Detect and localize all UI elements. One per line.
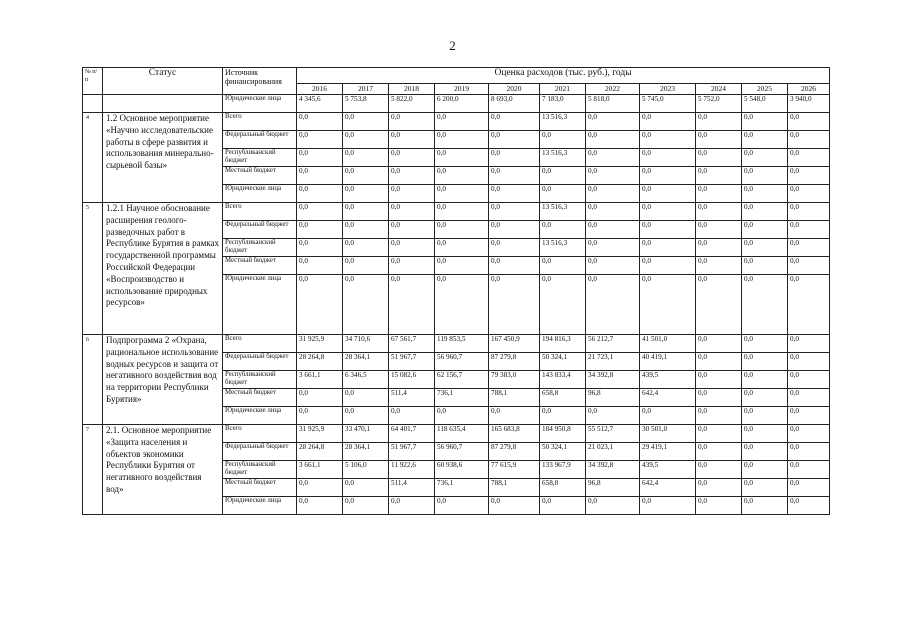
value-cell: 0,0 bbox=[788, 497, 830, 515]
value-cell: 0,0 bbox=[788, 425, 830, 443]
value-cell: 87 279,8 bbox=[489, 353, 540, 371]
row-number: 5 bbox=[83, 203, 103, 335]
value-cell: 62 156,7 bbox=[435, 371, 489, 389]
value-cell: 184 950,8 bbox=[540, 425, 586, 443]
source-cell: Юридические лица bbox=[223, 185, 297, 203]
source-cell: Местный бюджет bbox=[223, 389, 297, 407]
value-cell: 13 516,3 bbox=[540, 113, 586, 131]
value-cell: 0,0 bbox=[297, 131, 343, 149]
value-cell: 0,0 bbox=[696, 353, 742, 371]
value-cell: 0,0 bbox=[586, 167, 640, 185]
value-cell: 56 212,7 bbox=[586, 335, 640, 353]
value-cell: 143 833,4 bbox=[540, 371, 586, 389]
value-cell: 0,0 bbox=[343, 239, 389, 257]
value-cell: 0,0 bbox=[586, 257, 640, 275]
value-cell: 13 516,3 bbox=[540, 239, 586, 257]
value-cell: 67 561,7 bbox=[389, 335, 435, 353]
status-cell bbox=[103, 95, 223, 113]
value-cell: 0,0 bbox=[540, 407, 586, 425]
source-cell: Республиканский бюджет bbox=[223, 461, 297, 479]
table-row bbox=[83, 113, 830, 131]
value-cell: 0,0 bbox=[297, 407, 343, 425]
value-cell: 50 324,1 bbox=[540, 353, 586, 371]
value-cell: 40 419,1 bbox=[640, 353, 696, 371]
source-cell: Всего bbox=[223, 113, 297, 131]
value-cell: 0,0 bbox=[640, 275, 696, 335]
year-header: 2023 bbox=[640, 84, 696, 95]
value-cell: 0,0 bbox=[788, 479, 830, 497]
value-cell: 0,0 bbox=[586, 185, 640, 203]
value-cell: 0,0 bbox=[389, 203, 435, 221]
year-header: 2026 bbox=[788, 84, 830, 95]
value-cell: 165 683,8 bbox=[489, 425, 540, 443]
value-cell: 0,0 bbox=[343, 113, 389, 131]
source-cell: Республиканский бюджет bbox=[223, 371, 297, 389]
value-cell: 642,4 bbox=[640, 479, 696, 497]
value-cell: 0,0 bbox=[435, 257, 489, 275]
budget-table bbox=[82, 67, 830, 515]
value-cell: 0,0 bbox=[788, 389, 830, 407]
value-cell: 0,0 bbox=[640, 407, 696, 425]
value-cell: 13 516,3 bbox=[540, 203, 586, 221]
year-header: 2016 bbox=[297, 84, 343, 95]
value-cell: 79 383,0 bbox=[489, 371, 540, 389]
value-cell: 0,0 bbox=[540, 185, 586, 203]
value-cell: 0,0 bbox=[389, 257, 435, 275]
value-cell: 21 723,1 bbox=[586, 353, 640, 371]
year-header: 2024 bbox=[696, 84, 742, 95]
value-cell: 34 392,8 bbox=[586, 461, 640, 479]
carry-over-row bbox=[83, 95, 830, 113]
value-cell: 0,0 bbox=[742, 131, 788, 149]
value-cell: 0,0 bbox=[297, 113, 343, 131]
value-cell: 0,0 bbox=[343, 203, 389, 221]
source-cell: Юридические лица bbox=[223, 497, 297, 515]
value-cell: 0,0 bbox=[788, 185, 830, 203]
value-cell: 0,0 bbox=[640, 167, 696, 185]
status-cell: Подпрограмма 2 «Охрана, рациональное использование водных ресурсов и защита от негативного воздействия вод на территории Республики Бурятия» bbox=[103, 335, 223, 425]
value-cell: 0,0 bbox=[435, 239, 489, 257]
value-cell: 0,0 bbox=[788, 203, 830, 221]
value-cell: 0,0 bbox=[640, 131, 696, 149]
value-cell: 439,5 bbox=[640, 371, 696, 389]
value-cell: 0,0 bbox=[297, 257, 343, 275]
year-header: 2017 bbox=[343, 84, 389, 95]
value-cell: 0,0 bbox=[696, 275, 742, 335]
value-cell: 0,0 bbox=[389, 275, 435, 335]
value-cell: 0,0 bbox=[742, 167, 788, 185]
value-cell: 0,0 bbox=[297, 275, 343, 335]
value-cell: 0,0 bbox=[343, 389, 389, 407]
value-cell: 0,0 bbox=[696, 257, 742, 275]
value-cell: 642,4 bbox=[640, 389, 696, 407]
value-cell: 28 364,1 bbox=[343, 353, 389, 371]
source-cell: Местный бюджет bbox=[223, 479, 297, 497]
value-cell: 8 693,0 bbox=[489, 95, 540, 113]
year-header: 2025 bbox=[742, 84, 788, 95]
source-cell: Юридические лица bbox=[223, 275, 297, 335]
value-cell: 0,0 bbox=[696, 131, 742, 149]
source-cell: Федеральный бюджет bbox=[223, 131, 297, 149]
value-cell: 0,0 bbox=[788, 257, 830, 275]
row-number: 6 bbox=[83, 335, 103, 425]
value-cell: 0,0 bbox=[742, 497, 788, 515]
value-cell: 0,0 bbox=[586, 131, 640, 149]
value-cell: 0,0 bbox=[586, 203, 640, 221]
value-cell: 3 661,1 bbox=[297, 461, 343, 479]
header-no: № п/п bbox=[83, 68, 103, 95]
value-cell: 0,0 bbox=[788, 335, 830, 353]
value-cell: 736,1 bbox=[435, 389, 489, 407]
value-cell: 788,1 bbox=[489, 389, 540, 407]
value-cell: 0,0 bbox=[696, 167, 742, 185]
value-cell: 0,0 bbox=[696, 149, 742, 167]
value-cell: 0,0 bbox=[435, 221, 489, 239]
value-cell: 0,0 bbox=[489, 257, 540, 275]
value-cell: 0,0 bbox=[586, 407, 640, 425]
value-cell: 28 264,8 bbox=[297, 353, 343, 371]
value-cell: 0,0 bbox=[742, 257, 788, 275]
value-cell: 0,0 bbox=[640, 239, 696, 257]
table-row bbox=[83, 425, 830, 443]
value-cell: 0,0 bbox=[788, 353, 830, 371]
value-cell: 0,0 bbox=[297, 389, 343, 407]
value-cell: 194 816,3 bbox=[540, 335, 586, 353]
value-cell: 0,0 bbox=[435, 131, 489, 149]
value-cell: 77 615,9 bbox=[489, 461, 540, 479]
value-cell: 64 401,7 bbox=[389, 425, 435, 443]
value-cell: 0,0 bbox=[389, 407, 435, 425]
source-cell: Всего bbox=[223, 203, 297, 221]
header-source: Источник финансирования bbox=[223, 68, 297, 95]
row-number: 7 bbox=[83, 425, 103, 515]
value-cell: 5 745,0 bbox=[640, 95, 696, 113]
value-cell: 87 279,8 bbox=[489, 443, 540, 461]
value-cell: 0,0 bbox=[540, 131, 586, 149]
page-number: 2 bbox=[449, 38, 456, 53]
value-cell: 0,0 bbox=[297, 149, 343, 167]
value-cell: 0,0 bbox=[742, 113, 788, 131]
value-cell: 0,0 bbox=[489, 221, 540, 239]
value-cell: 0,0 bbox=[297, 185, 343, 203]
value-cell: 0,0 bbox=[640, 203, 696, 221]
value-cell: 0,0 bbox=[489, 275, 540, 335]
value-cell: 0,0 bbox=[640, 185, 696, 203]
value-cell: 0,0 bbox=[489, 149, 540, 167]
value-cell: 55 512,7 bbox=[586, 425, 640, 443]
value-cell: 0,0 bbox=[742, 461, 788, 479]
status-cell: 1.2 Основное мероприятие «Научно исследовательские работы в сфере развития и использования минерально-сырьевой базы» bbox=[103, 113, 223, 203]
value-cell: 0,0 bbox=[742, 335, 788, 353]
value-cell: 0,0 bbox=[696, 389, 742, 407]
table-row bbox=[83, 335, 830, 353]
value-cell: 0,0 bbox=[788, 239, 830, 257]
value-cell: 0,0 bbox=[489, 497, 540, 515]
value-cell: 0,0 bbox=[297, 203, 343, 221]
value-cell: 0,0 bbox=[540, 167, 586, 185]
value-cell: 3 661,1 bbox=[297, 371, 343, 389]
value-cell: 511,4 bbox=[389, 479, 435, 497]
value-cell: 0,0 bbox=[389, 167, 435, 185]
status-cell: 1.2.1 Научное обоснование расширения геолого-разведочных работ в Республике Бурятия в рамках государственной программы Российской Федерации «Воспроизводство и использование природных ресурсов» bbox=[103, 203, 223, 335]
value-cell: 0,0 bbox=[788, 407, 830, 425]
value-cell: 0,0 bbox=[389, 185, 435, 203]
value-cell: 4 345,6 bbox=[297, 95, 343, 113]
header-status: Статус bbox=[103, 68, 223, 95]
value-cell: 21 023,1 bbox=[586, 443, 640, 461]
value-cell: 0,0 bbox=[435, 497, 489, 515]
source-cell: Республиканский бюджет bbox=[223, 239, 297, 257]
value-cell: 133 967,9 bbox=[540, 461, 586, 479]
value-cell: 0,0 bbox=[343, 221, 389, 239]
source-cell: Местный бюджет bbox=[223, 257, 297, 275]
value-cell: 0,0 bbox=[696, 425, 742, 443]
value-cell: 41 501,0 bbox=[640, 335, 696, 353]
value-cell: 96,8 bbox=[586, 389, 640, 407]
status-cell: 2.1. Основное мероприятие «Защита населения и объектов экономики Республики Бурятия от негативного воздействия вод» bbox=[103, 425, 223, 515]
value-cell: 118 635,4 bbox=[435, 425, 489, 443]
value-cell: 0,0 bbox=[696, 335, 742, 353]
value-cell: 0,0 bbox=[343, 131, 389, 149]
source-cell: Федеральный бюджет bbox=[223, 353, 297, 371]
value-cell: 0,0 bbox=[742, 275, 788, 335]
value-cell: 0,0 bbox=[788, 371, 830, 389]
value-cell: 0,0 bbox=[435, 275, 489, 335]
value-cell: 0,0 bbox=[489, 203, 540, 221]
value-cell: 0,0 bbox=[788, 443, 830, 461]
value-cell: 0,0 bbox=[788, 461, 830, 479]
value-cell: 788,1 bbox=[489, 479, 540, 497]
value-cell: 5 753,8 bbox=[343, 95, 389, 113]
value-cell: 0,0 bbox=[389, 221, 435, 239]
value-cell: 0,0 bbox=[586, 497, 640, 515]
value-cell: 658,8 bbox=[540, 389, 586, 407]
value-cell: 0,0 bbox=[435, 407, 489, 425]
value-cell: 0,0 bbox=[586, 239, 640, 257]
value-cell: 0,0 bbox=[696, 407, 742, 425]
value-cell: 0,0 bbox=[696, 185, 742, 203]
value-cell: 11 922,6 bbox=[389, 461, 435, 479]
value-cell: 0,0 bbox=[389, 239, 435, 257]
row-number: 4 bbox=[83, 113, 103, 203]
source-cell: Республиканский бюджет bbox=[223, 149, 297, 167]
value-cell: 167 450,9 bbox=[489, 335, 540, 353]
value-cell: 96,8 bbox=[586, 479, 640, 497]
value-cell: 0,0 bbox=[540, 275, 586, 335]
value-cell: 0,0 bbox=[742, 407, 788, 425]
value-cell: 0,0 bbox=[696, 479, 742, 497]
value-cell: 0,0 bbox=[343, 479, 389, 497]
value-cell: 0,0 bbox=[540, 497, 586, 515]
value-cell: 658,8 bbox=[540, 479, 586, 497]
row-number bbox=[83, 95, 103, 113]
value-cell: 0,0 bbox=[540, 257, 586, 275]
header-row bbox=[83, 68, 830, 84]
value-cell: 0,0 bbox=[742, 353, 788, 371]
value-cell: 0,0 bbox=[489, 131, 540, 149]
header-estimate: Оценка расходов (тыс. руб.), годы bbox=[297, 68, 830, 84]
value-cell: 0,0 bbox=[297, 497, 343, 515]
value-cell: 0,0 bbox=[586, 113, 640, 131]
value-cell: 50 324,1 bbox=[540, 443, 586, 461]
value-cell: 0,0 bbox=[742, 425, 788, 443]
year-header: 2022 bbox=[586, 84, 640, 95]
value-cell: 34 392,8 bbox=[586, 371, 640, 389]
value-cell: 13 516,3 bbox=[540, 149, 586, 167]
value-cell: 0,0 bbox=[742, 239, 788, 257]
value-cell: 6 346,5 bbox=[343, 371, 389, 389]
source-cell: Всего bbox=[223, 425, 297, 443]
value-cell: 7 183,0 bbox=[540, 95, 586, 113]
value-cell: 0,0 bbox=[640, 257, 696, 275]
value-cell: 0,0 bbox=[343, 497, 389, 515]
value-cell: 5 822,0 bbox=[389, 95, 435, 113]
value-cell: 0,0 bbox=[696, 221, 742, 239]
value-cell: 0,0 bbox=[540, 221, 586, 239]
value-cell: 0,0 bbox=[788, 113, 830, 131]
year-header: 2021 bbox=[540, 84, 586, 95]
source-cell: Федеральный бюджет bbox=[223, 221, 297, 239]
value-cell: 0,0 bbox=[489, 167, 540, 185]
value-cell: 5 106,0 bbox=[343, 461, 389, 479]
value-cell: 736,1 bbox=[435, 479, 489, 497]
value-cell: 0,0 bbox=[696, 371, 742, 389]
value-cell: 0,0 bbox=[742, 443, 788, 461]
value-cell: 0,0 bbox=[696, 203, 742, 221]
value-cell: 0,0 bbox=[788, 275, 830, 335]
value-cell: 29 419,1 bbox=[640, 443, 696, 461]
value-cell: 0,0 bbox=[297, 167, 343, 185]
value-cell: 5 818,0 bbox=[586, 95, 640, 113]
value-cell: 0,0 bbox=[788, 167, 830, 185]
value-cell: 0,0 bbox=[788, 149, 830, 167]
value-cell: 0,0 bbox=[435, 149, 489, 167]
value-cell: 0,0 bbox=[742, 149, 788, 167]
value-cell: 0,0 bbox=[343, 257, 389, 275]
value-cell: 0,0 bbox=[343, 185, 389, 203]
table-row bbox=[83, 203, 830, 221]
value-cell: 511,4 bbox=[389, 389, 435, 407]
value-cell: 5 752,0 bbox=[696, 95, 742, 113]
value-cell: 0,0 bbox=[742, 203, 788, 221]
value-cell: 0,0 bbox=[343, 275, 389, 335]
value-cell: 0,0 bbox=[297, 479, 343, 497]
value-cell: 0,0 bbox=[788, 131, 830, 149]
value-cell: 0,0 bbox=[389, 131, 435, 149]
value-cell: 119 853,5 bbox=[435, 335, 489, 353]
value-cell: 0,0 bbox=[343, 167, 389, 185]
value-cell: 0,0 bbox=[640, 113, 696, 131]
value-cell: 0,0 bbox=[586, 149, 640, 167]
value-cell: 0,0 bbox=[343, 407, 389, 425]
value-cell: 51 967,7 bbox=[389, 353, 435, 371]
value-cell: 0,0 bbox=[435, 167, 489, 185]
year-header: 2020 bbox=[489, 84, 540, 95]
value-cell: 31 925,9 bbox=[297, 425, 343, 443]
value-cell: 28 264,8 bbox=[297, 443, 343, 461]
value-cell: 0,0 bbox=[696, 239, 742, 257]
value-cell: 0,0 bbox=[343, 149, 389, 167]
source-cell: Юридические лица bbox=[223, 95, 297, 113]
value-cell: 0,0 bbox=[696, 461, 742, 479]
value-cell: 0,0 bbox=[435, 113, 489, 131]
value-cell: 30 501,0 bbox=[640, 425, 696, 443]
value-cell: 0,0 bbox=[586, 221, 640, 239]
value-cell: 0,0 bbox=[489, 407, 540, 425]
value-cell: 34 710,6 bbox=[343, 335, 389, 353]
value-cell: 0,0 bbox=[742, 389, 788, 407]
value-cell: 0,0 bbox=[640, 149, 696, 167]
value-cell: 56 960,7 bbox=[435, 443, 489, 461]
source-cell: Юридические лица bbox=[223, 407, 297, 425]
value-cell: 0,0 bbox=[696, 113, 742, 131]
value-cell: 5 548,0 bbox=[742, 95, 788, 113]
value-cell: 0,0 bbox=[742, 371, 788, 389]
value-cell: 60 938,6 bbox=[435, 461, 489, 479]
value-cell: 0,0 bbox=[489, 185, 540, 203]
value-cell: 51 967,7 bbox=[389, 443, 435, 461]
value-cell: 0,0 bbox=[640, 497, 696, 515]
value-cell: 0,0 bbox=[742, 479, 788, 497]
year-header: 2018 bbox=[389, 84, 435, 95]
value-cell: 0,0 bbox=[788, 221, 830, 239]
value-cell: 0,0 bbox=[435, 185, 489, 203]
value-cell: 0,0 bbox=[389, 113, 435, 131]
value-cell: 0,0 bbox=[586, 275, 640, 335]
source-cell: Федеральный бюджет bbox=[223, 443, 297, 461]
value-cell: 56 960,7 bbox=[435, 353, 489, 371]
value-cell: 15 082,6 bbox=[389, 371, 435, 389]
source-cell: Местный бюджет bbox=[223, 167, 297, 185]
value-cell: 0,0 bbox=[696, 443, 742, 461]
value-cell: 28 364,1 bbox=[343, 443, 389, 461]
value-cell: 0,0 bbox=[489, 239, 540, 257]
value-cell: 6 200,0 bbox=[435, 95, 489, 113]
value-cell: 0,0 bbox=[640, 221, 696, 239]
value-cell: 439,5 bbox=[640, 461, 696, 479]
value-cell: 0,0 bbox=[742, 185, 788, 203]
value-cell: 31 925,9 bbox=[297, 335, 343, 353]
value-cell: 0,0 bbox=[696, 497, 742, 515]
value-cell: 0,0 bbox=[389, 497, 435, 515]
source-cell: Всего bbox=[223, 335, 297, 353]
value-cell: 0,0 bbox=[297, 239, 343, 257]
year-header: 2019 bbox=[435, 84, 489, 95]
value-cell: 33 470,1 bbox=[343, 425, 389, 443]
value-cell: 3 940,0 bbox=[788, 95, 830, 113]
value-cell: 0,0 bbox=[742, 221, 788, 239]
value-cell: 0,0 bbox=[489, 113, 540, 131]
value-cell: 0,0 bbox=[435, 203, 489, 221]
value-cell: 0,0 bbox=[389, 149, 435, 167]
value-cell: 0,0 bbox=[297, 221, 343, 239]
